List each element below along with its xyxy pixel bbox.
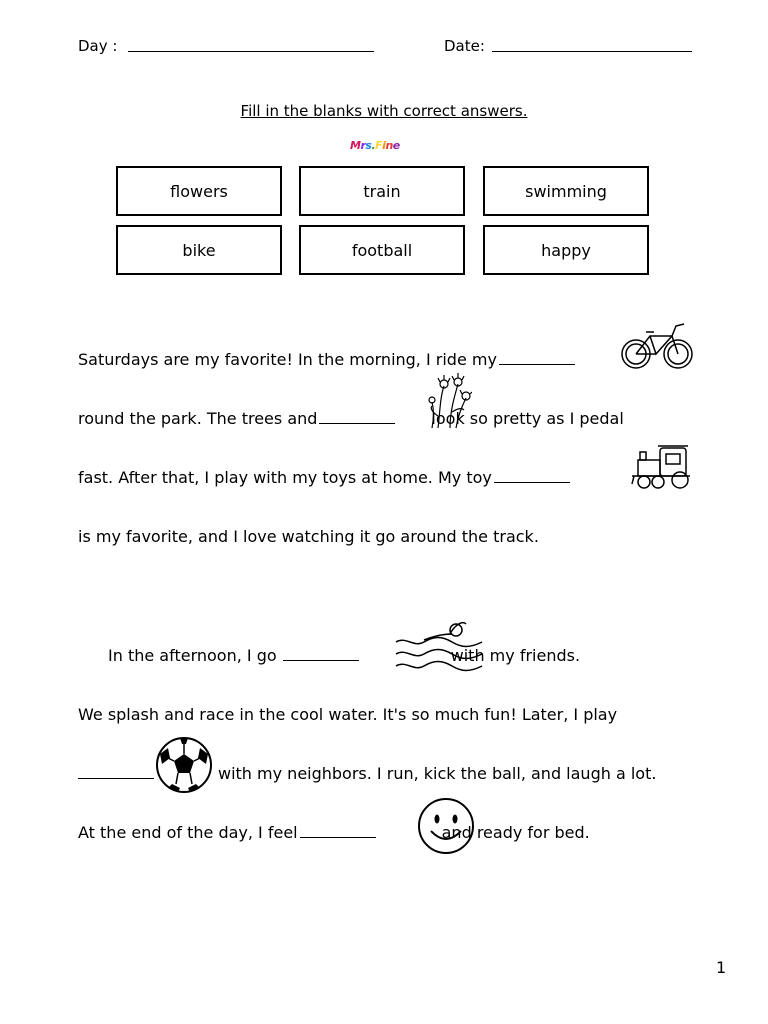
p1-line1-text: Saturdays are my favorite! In the morning, I ride my — [78, 350, 497, 369]
day-label: Day : — [78, 37, 118, 55]
p2-line3-after: with my neighbors. I run, kick the ball, and laugh a lot. — [218, 764, 657, 783]
p1-line2 — [78, 409, 624, 428]
p2-line2: We splash and race in the cool water. It's so much fun! Later, I play — [78, 705, 618, 724]
p1-line1 — [78, 350, 577, 369]
p2-line1-text: In the afternoon, I go — [108, 646, 277, 665]
word-bank-bike: bike — [116, 225, 282, 275]
page-number: 1 — [716, 958, 727, 977]
date-label: Date: — [444, 37, 485, 55]
p2-line4-after: and ready for bed. — [441, 823, 590, 842]
p1-line4: is my favorite, and I love watching it go around the track. — [78, 527, 539, 546]
p2-line1-after: with my friends. — [450, 646, 581, 665]
word-bank-happy: happy — [483, 225, 649, 275]
day-field[interactable] — [128, 51, 374, 52]
swimmer-icon — [394, 616, 484, 672]
blank-bike[interactable] — [499, 364, 575, 365]
word-bank-flowers: flowers — [116, 166, 282, 216]
p1-line2-after: look so pretty as I pedal — [431, 409, 624, 428]
instruction-title: Fill in the blanks with correct answers. — [240, 102, 528, 120]
word-bank-train: train — [299, 166, 465, 216]
blank-flowers[interactable] — [319, 423, 395, 424]
word-bank-swimming: swimming — [483, 166, 649, 216]
p1-line3 — [78, 468, 572, 487]
soccer-ball-icon — [154, 736, 214, 794]
train-icon — [630, 440, 692, 490]
blank-train[interactable] — [494, 482, 570, 483]
p1-line2-text: round the park. The trees and — [78, 409, 318, 428]
blank-swimming[interactable] — [283, 660, 359, 661]
p2-line4-text: At the end of the day, I feel — [78, 823, 298, 842]
p1-line3-text: fast. After that, I play with my toys at home. My toy — [78, 468, 492, 487]
blank-football[interactable] — [78, 778, 154, 779]
date-field[interactable] — [492, 51, 692, 52]
p2-line4 — [78, 823, 590, 842]
p2-line1 — [108, 646, 580, 665]
word-bank-football: football — [299, 225, 465, 275]
bike-icon — [620, 320, 696, 372]
smiley-face-icon — [416, 797, 476, 855]
flowers-icon — [426, 372, 472, 430]
brand-logo: Mrs.Fine — [350, 139, 400, 152]
blank-happy[interactable] — [300, 837, 376, 838]
